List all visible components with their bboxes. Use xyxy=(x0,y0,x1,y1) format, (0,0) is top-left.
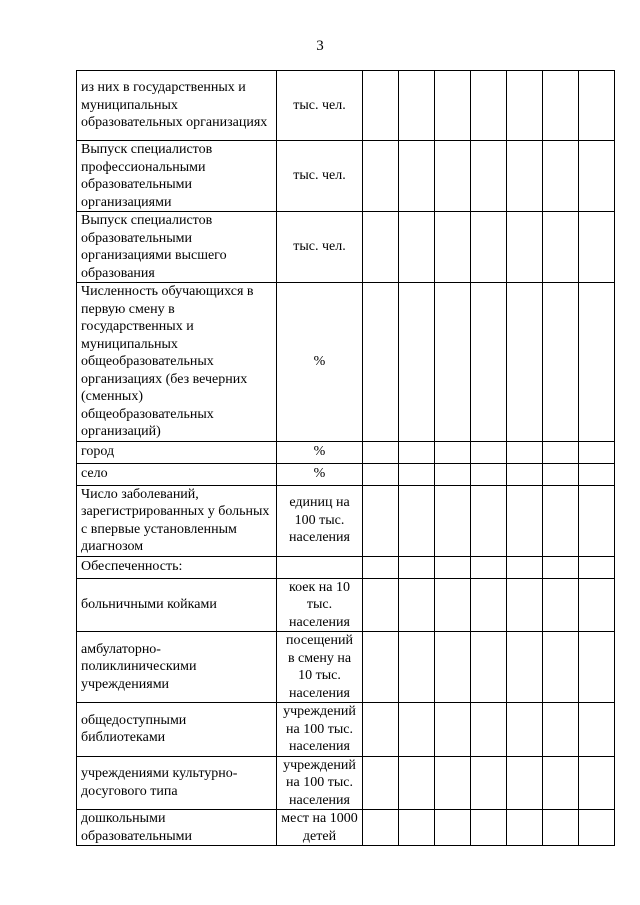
value-cell xyxy=(399,463,435,485)
value-cell xyxy=(471,632,507,703)
value-cell xyxy=(363,556,399,578)
value-cell xyxy=(471,283,507,442)
value-cell xyxy=(543,810,579,846)
value-cell xyxy=(399,703,435,757)
value-cell xyxy=(507,212,543,283)
value-cell xyxy=(579,485,615,556)
value-cell xyxy=(399,756,435,810)
table-row xyxy=(77,556,615,578)
value-cell xyxy=(471,141,507,212)
value-cell xyxy=(579,556,615,578)
value-cell xyxy=(507,578,543,632)
unit-cell: % xyxy=(277,441,363,463)
value-cell xyxy=(471,212,507,283)
value-cell xyxy=(435,212,471,283)
value-cell xyxy=(543,141,579,212)
value-cell xyxy=(543,485,579,556)
value-cell xyxy=(543,283,579,442)
indicator-name-cell: амбулаторно-поликлиническими учреждениями xyxy=(77,632,277,703)
value-cell xyxy=(579,703,615,757)
value-cell xyxy=(435,463,471,485)
unit-cell: % xyxy=(277,283,363,442)
value-cell xyxy=(363,71,399,141)
indicator-name-cell: Численность обучающихся в первую смену в государственных и муниципальных общеобразовательных организациях (без вечерних (сменных) общеобразовательных организаций) xyxy=(77,283,277,442)
value-cell xyxy=(363,756,399,810)
value-cell xyxy=(579,463,615,485)
indicator-name-cell: общедоступными библиотеками xyxy=(77,703,277,757)
value-cell xyxy=(363,463,399,485)
value-cell xyxy=(543,703,579,757)
table-row xyxy=(77,632,615,703)
indicator-name-cell: село xyxy=(77,463,277,485)
table-row xyxy=(77,71,615,141)
value-cell xyxy=(399,441,435,463)
value-cell xyxy=(579,810,615,846)
value-cell xyxy=(435,756,471,810)
indicator-name-cell: Обеспеченность: xyxy=(77,556,277,578)
unit-cell: единиц на 100 тыс. населения xyxy=(277,485,363,556)
value-cell xyxy=(363,578,399,632)
value-cell xyxy=(435,141,471,212)
value-cell xyxy=(363,810,399,846)
value-cell xyxy=(507,556,543,578)
table-row xyxy=(77,756,615,810)
value-cell xyxy=(543,756,579,810)
value-cell xyxy=(579,71,615,141)
value-cell xyxy=(435,810,471,846)
value-cell xyxy=(507,632,543,703)
value-cell xyxy=(507,485,543,556)
indicator-name-cell: дошкольными образовательными xyxy=(77,810,277,846)
value-cell xyxy=(471,703,507,757)
table-row xyxy=(77,463,615,485)
value-cell xyxy=(399,141,435,212)
value-cell xyxy=(435,71,471,141)
value-cell xyxy=(579,141,615,212)
table-row xyxy=(77,212,615,283)
value-cell xyxy=(579,441,615,463)
value-cell xyxy=(399,283,435,442)
value-cell xyxy=(507,756,543,810)
value-cell xyxy=(399,212,435,283)
value-cell xyxy=(363,141,399,212)
unit-cell: посещений в смену на 10 тыс. населения xyxy=(277,632,363,703)
table-row xyxy=(77,578,615,632)
value-cell xyxy=(435,632,471,703)
unit-cell: тыс. чел. xyxy=(277,71,363,141)
value-cell xyxy=(471,756,507,810)
value-cell xyxy=(399,632,435,703)
value-cell xyxy=(579,212,615,283)
value-cell xyxy=(471,485,507,556)
value-cell xyxy=(507,71,543,141)
value-cell xyxy=(543,463,579,485)
unit-cell: учреждений на 100 тыс. населения xyxy=(277,703,363,757)
value-cell xyxy=(471,556,507,578)
value-cell xyxy=(579,632,615,703)
indicator-name-cell: больничными койками xyxy=(77,578,277,632)
value-cell xyxy=(543,212,579,283)
value-cell xyxy=(399,556,435,578)
table-row xyxy=(77,485,615,556)
value-cell xyxy=(435,441,471,463)
table-row xyxy=(77,810,615,846)
unit-cell: тыс. чел. xyxy=(277,212,363,283)
value-cell xyxy=(507,463,543,485)
page-number: 3 xyxy=(316,38,324,54)
value-cell xyxy=(579,283,615,442)
value-cell xyxy=(471,463,507,485)
value-cell xyxy=(363,485,399,556)
indicator-name-cell: Выпуск специалистов профессиональными образовательными организациями xyxy=(77,141,277,212)
table-row xyxy=(77,283,615,442)
value-cell xyxy=(507,283,543,442)
unit-cell: % xyxy=(277,463,363,485)
value-cell xyxy=(471,441,507,463)
value-cell xyxy=(471,71,507,141)
value-cell xyxy=(543,71,579,141)
value-cell xyxy=(399,578,435,632)
value-cell xyxy=(399,485,435,556)
value-cell xyxy=(543,556,579,578)
table-row xyxy=(77,141,615,212)
value-cell xyxy=(435,283,471,442)
value-cell xyxy=(399,71,435,141)
value-cell xyxy=(435,485,471,556)
unit-cell xyxy=(277,556,363,578)
value-cell xyxy=(543,632,579,703)
value-cell xyxy=(363,632,399,703)
value-cell xyxy=(363,283,399,442)
value-cell xyxy=(543,578,579,632)
value-cell xyxy=(435,578,471,632)
value-cell xyxy=(507,441,543,463)
value-cell xyxy=(543,441,579,463)
indicator-name-cell: Число заболеваний, зарегистрированных у больных с впервые установленным диагнозом xyxy=(77,485,277,556)
unit-cell: учреждений на 100 тыс. населения xyxy=(277,756,363,810)
unit-cell: мест на 1000 детей xyxy=(277,810,363,846)
value-cell xyxy=(363,703,399,757)
indicator-name-cell: Выпуск специалистов образовательными организациями высшего образования xyxy=(77,212,277,283)
value-cell xyxy=(507,141,543,212)
unit-cell: коек на 10 тыс. населения xyxy=(277,578,363,632)
value-cell xyxy=(435,556,471,578)
indicator-name-cell: город xyxy=(77,441,277,463)
value-cell xyxy=(507,810,543,846)
value-cell xyxy=(363,212,399,283)
table-row xyxy=(77,703,615,757)
value-cell xyxy=(579,756,615,810)
value-cell xyxy=(435,703,471,757)
value-cell xyxy=(399,810,435,846)
value-cell xyxy=(471,578,507,632)
indicator-name-cell: учреждениями культурно-досугового типа xyxy=(77,756,277,810)
table-body xyxy=(77,71,615,846)
table-row xyxy=(77,441,615,463)
unit-cell: тыс. чел. xyxy=(277,141,363,212)
value-cell xyxy=(471,810,507,846)
indicators-table xyxy=(76,70,615,846)
value-cell xyxy=(507,703,543,757)
value-cell xyxy=(579,578,615,632)
value-cell xyxy=(363,441,399,463)
indicator-name-cell: из них в государственных и муниципальных образовательных организациях xyxy=(77,71,277,141)
